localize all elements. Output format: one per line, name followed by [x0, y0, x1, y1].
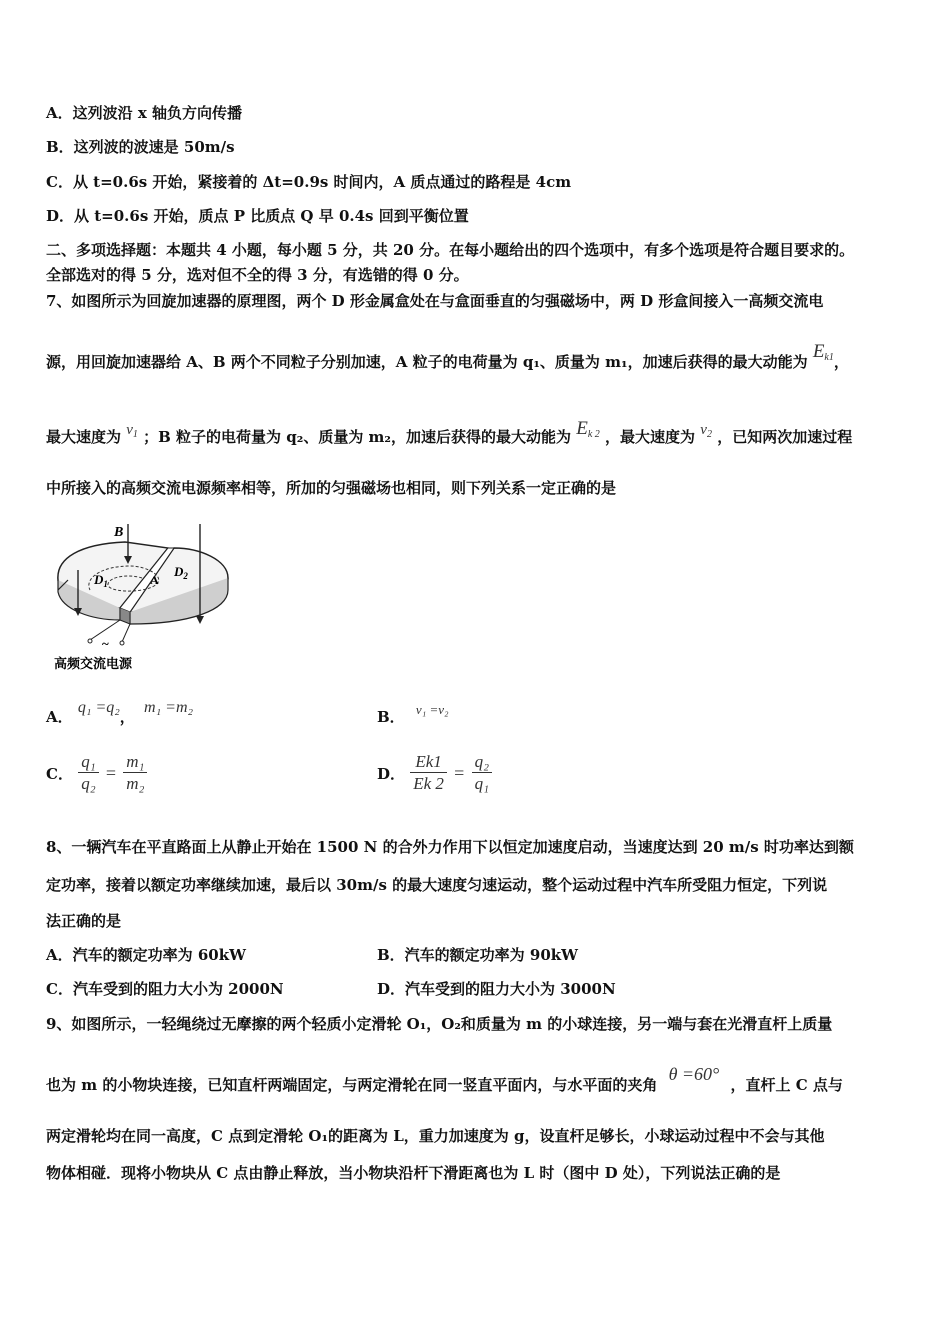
q7-v1-symbol: $v_1$: [126, 422, 138, 440]
b-field-arrowhead-2: [196, 616, 204, 624]
q7-option-d-frac1: $\frac{Ek1}{Ek 2}$: [410, 752, 447, 795]
q7-option-a-sep: ，: [119, 708, 135, 726]
terminal-right: [120, 641, 124, 645]
cyclotron-figure: [50, 520, 240, 680]
q6-option-a: A．这列波沿 x 轴负方向传播: [46, 104, 243, 122]
q7-ek2-symbol: $E_{k 2}$: [576, 418, 600, 440]
q7-option-d-eq: =: [454, 763, 465, 783]
q7-option-c-label: C．: [46, 765, 73, 783]
label-b: B: [114, 525, 124, 540]
q7-stem-line3-c: ，最大速度为: [605, 428, 696, 446]
q7-stem-line2: 源，用回旋加速器给 A、B 两个不同粒子分别加速，A 粒子的电荷量为 q₁、质量为 m₁，加速后获得的最大动能为 $E_{k1}$，: [46, 341, 849, 371]
q8-option-d: D．汽车受到的阻力大小为 3000N: [377, 980, 616, 998]
label-a: A: [150, 573, 159, 587]
label-ac-symbol: ~: [102, 636, 109, 651]
q7-ek1-symbol: $E_{k1}$: [812, 341, 834, 363]
q9-stem-line3: 两定滑轮均在同一高度，C 点到定滑轮 O₁的距离为 L，重力加速度为 g，设直杆足够长，小球运动过程中不会与其他: [46, 1127, 825, 1145]
q7-stem-line3-b: ；B 粒子的电荷量为 q₂、质量为 m₂，加速后获得的最大动能为: [143, 428, 572, 446]
terminal-left: [88, 639, 92, 643]
q7-v2-symbol: $v_2$: [700, 422, 712, 440]
q7-option-c-frac1: $\frac{\text{q₁}}{\text{q₂}}$: [78, 752, 98, 795]
q7-option-b-expr: v₁ =v₂: [415, 702, 449, 717]
q9-stem-line2-b: ，直杆上 C 点与: [730, 1076, 843, 1094]
q7-stem-line3-d: ，已知两次加速过程: [717, 428, 853, 446]
q7-option-d-label: D．: [377, 765, 406, 783]
q6-option-d: D．从 t=0.6s 开始，质点 P 比质点 Q 早 0.4s 回到平衡位置: [46, 207, 469, 225]
q7-option-c-eq: =: [105, 763, 116, 783]
q7-option-b: [377, 698, 449, 726]
q8-option-c: C．汽车受到的阻力大小为 2000N: [46, 980, 284, 998]
q7-stem-line4: 中所接入的高频交流电源频率相等，所加的匀强磁场也相同，则下列关系一定正确的是: [46, 479, 617, 497]
cyclotron-diagram: [50, 520, 240, 680]
q9-stem-line2-a: 也为 m 的小物块连接，已知直杆两端固定，与两定滑轮在同一竖直平面内，与水平面的夹角: [46, 1076, 658, 1094]
q9-stem-line4: 物体相碰．现将小物块从 C 点由静止释放，当小物块沿杆下滑距离也为 L 时（图中 D 处），下列说法正确的是: [46, 1164, 781, 1182]
q8-stem-line2: 定功率，接着以额定功率继续加速，最后以 30m/s 的最大速度匀速运动，整个运动过程中汽车所受阻力恒定，下列说: [46, 876, 828, 894]
q8-stem-line1: 8、一辆汽车在平直路面上从静止开始在 1500 N 的合外力作用下以恒定加速度启动，当速度达到 20 m/s 时功率达到额: [46, 838, 854, 856]
q7-stem-line1: 7、如图所示为回旋加速器的原理图，两个 D 形金属盒处在与盒面垂直的匀强磁场中，两 D 形盒间接入一高频交流电: [46, 292, 824, 310]
q7-option-c: [46, 752, 147, 795]
section2-heading-line1: 二、多项选择题：本题共 4 小题，每小题 5 分，共 20 分。在每小题给出的四个选项中，有多个选项是符合题目要求的。: [46, 241, 855, 259]
q7-option-a-expr2: m₁ =m₂: [144, 699, 194, 716]
q7-option-a-expr1: q₁ =q₂: [77, 699, 120, 716]
q8-option-b: B．汽车的额定功率为 90kW: [377, 946, 579, 964]
q7-stem-line3: [46, 418, 853, 448]
q7-option-d-frac2: $\frac{\text{q₂}}{\text{q₁}}$: [472, 752, 492, 795]
section2-heading-line2: 全部选对的得 5 分，选对但不全的得 3 分，有选错的得 0 分。: [46, 266, 469, 284]
q7-option-c-frac2: $\frac{\text{m₁}}{\text{m₂}}$: [123, 752, 147, 795]
q8-option-a: A．汽车的额定功率为 60kW: [46, 946, 246, 964]
figure-caption: 高频交流电源: [54, 657, 133, 672]
q7-stem-line3-a: 最大速度为: [46, 428, 122, 446]
q9-angle-expr: θ =60°: [668, 1064, 720, 1084]
label-d2: $D_2$: [174, 564, 188, 581]
q9-stem-line2: [46, 1064, 843, 1095]
q7-option-d: [377, 752, 492, 795]
q8-stem-line3: 法正确的是: [46, 912, 122, 930]
q7-stem-line2-text: 源，用回旋加速器给 A、B 两个不同粒子分别加速，A 粒子的电荷量为 q₁、质量为 m₁，加速后获得的最大动能为: [46, 353, 808, 371]
label-d1: $D_1$: [94, 572, 108, 589]
q7-option-a-label: A．: [46, 708, 73, 726]
q7-option-b-label: B．: [377, 708, 405, 726]
q6-option-b: B．这列波的波速是 50m/s: [46, 138, 235, 156]
q7-option-a: [46, 696, 194, 726]
lead-right: [122, 624, 130, 642]
q6-option-c: C．从 t=0.6s 开始，紧接着的 Δt=0.9s 时间内，A 质点通过的路程是 4cm: [46, 173, 572, 191]
q9-stem-line1: 9、如图所示，一轻绳绕过无摩擦的两个轻质小定滑轮 O₁，O₂和质量为 m 的小球连接，另一端与套在光滑直杆上质量: [46, 1015, 833, 1033]
